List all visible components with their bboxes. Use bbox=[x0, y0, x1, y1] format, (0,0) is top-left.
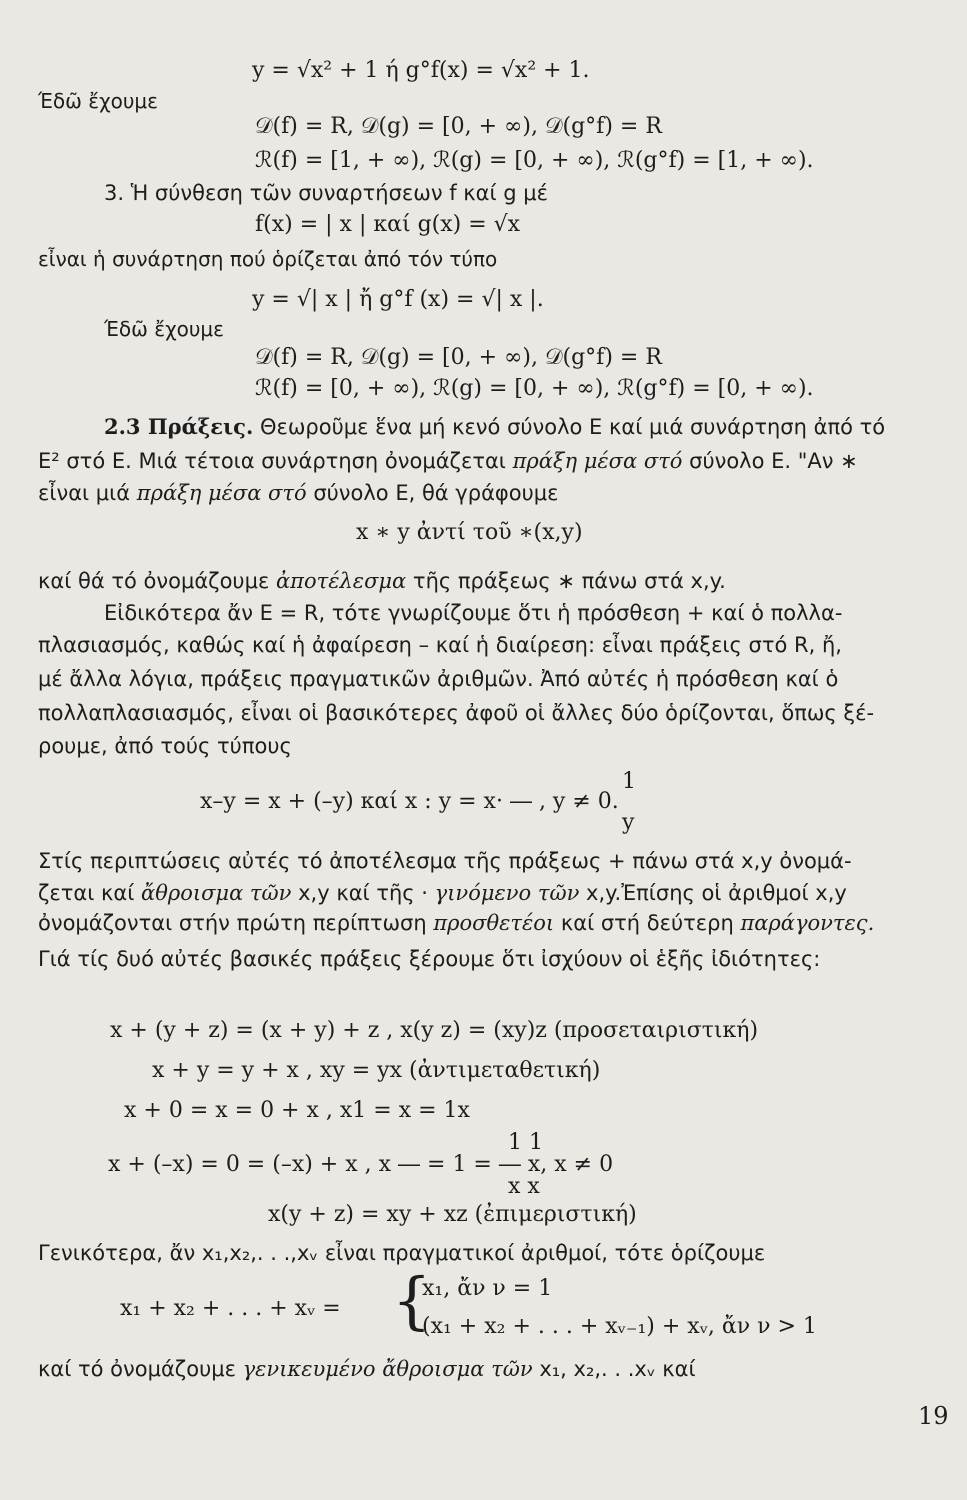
text-line-13-c: σύνολο Ε. "Αν ∗ bbox=[682, 449, 858, 473]
formula-line-11: ℛ(f) = [0, + ∞), ℛ(g) = [0, + ∞), ℛ(g°f) = [0, + ∞). bbox=[255, 376, 814, 401]
formula-line-4: ℛ(f) = [1, + ∞), ℛ(g) = [0, + ∞), ℛ(g°f) = [1, + ∞). bbox=[255, 148, 814, 173]
text-line-g3-a: καί τό ὀνομάζουμε bbox=[38, 1357, 243, 1381]
term-genikevmeno: γενικευμένο ἄθροισμα τῶν bbox=[242, 1357, 533, 1381]
text-line-7: εἶναι ἡ συνάρτηση πού ὁρίζεται ἀπό τόν τύπο bbox=[38, 247, 498, 271]
text-line-26: Γιά τίς δυό αὐτές βασικές πράξεις ξέρουμε ὅτι ἰσχύουν οἱ ἑξῆς ἰδιότητες: bbox=[38, 947, 821, 971]
formula-line-22: x–y = x + (–y) καί x : y = x· ― , y ≠ 0. bbox=[200, 789, 619, 814]
section-heading: 2.3 Πράξεις. bbox=[104, 414, 254, 439]
text-line-24-c: x,y καί τῆς · bbox=[291, 881, 435, 905]
formula-line-8: y = √| x | ἤ g°f (x) = √| x |. bbox=[252, 287, 544, 312]
formula-line-3: 𝒟(f) = R, 𝒟(g) = [0, + ∞), 𝒟(g°f) = R bbox=[255, 114, 662, 139]
formula-line-10: 𝒟(f) = R, 𝒟(g) = [0, + ∞), 𝒟(g°f) = R bbox=[255, 345, 662, 370]
term-apotelesma: ἀποτέλεσμα bbox=[275, 569, 407, 593]
text-line-18: πλασιασμός, καθώς καί ἡ ἀφαίρεση – καί ἡ διαίρεση: εἶναι πράξεις στό R, ἤ, bbox=[38, 633, 842, 657]
piecewise-case-1: x₁, ἄν ν = 1 bbox=[422, 1276, 553, 1301]
section-line-12 bbox=[104, 414, 885, 440]
text-line-21: ρουμε, ἀπό τούς τύπους bbox=[38, 734, 292, 758]
property-commutative: x + y = y + x , xy = yx (ἀντιμεταθετική) bbox=[152, 1058, 601, 1083]
text-line-g1: Γενικότερα, ἄν x₁,x₂,. . .,xᵥ εἶναι πραγματικοί ἀριθμοί, τότε ὁρίζουμε bbox=[38, 1241, 766, 1265]
text-line-14-c: σύνολο Ε, θά γράφουμε bbox=[306, 481, 559, 505]
formula-line-15: x ∗ y ἀντί τοῦ ∗(x,y) bbox=[356, 520, 583, 545]
text-line-19: μέ ἄλλα λόγια, πράξεις πραγματικῶν ἀριθμῶν. Ἀπό αὐτές ἡ πρόσθεση καί ὁ bbox=[38, 667, 839, 691]
term-athroisma: ἄθροισμα τῶν bbox=[141, 881, 292, 905]
page-number: 19 bbox=[918, 1402, 949, 1430]
text-line-25-a: ὀνομάζονται στήν πρώτη περίπτωση bbox=[38, 911, 434, 935]
fraction-numerator-1: 1 bbox=[622, 769, 636, 794]
piecewise-lhs: x₁ + x₂ + . . . + xᵥ = bbox=[120, 1296, 341, 1321]
formula-line-6: f(x) = | x | καί g(x) = √x bbox=[255, 212, 521, 237]
property-inverse-denominators: x x bbox=[508, 1174, 540, 1199]
text-line-5: 3. Ἡ σύνθεση τῶν συναρτήσεων f καί g μέ bbox=[104, 181, 549, 205]
text-line-25 bbox=[38, 910, 874, 936]
property-inverse-numerators: 1 1 bbox=[508, 1130, 543, 1155]
term-praxi-2: πράξη μέσα στό bbox=[136, 481, 307, 505]
property-identity: x + 0 = x = 0 + x , x1 = x = 1x bbox=[124, 1098, 470, 1123]
term-ginomeno: γινόμενο τῶν bbox=[434, 881, 580, 905]
term-prosthetoi: προσθετέοι bbox=[433, 911, 555, 935]
term-paragontes: παράγοντες. bbox=[740, 911, 875, 935]
text-line-13-a: Ε² στό Ε. Μιά τέτοια συνάρτηση ὀνομάζεται bbox=[38, 449, 513, 473]
section-line-12-text: Θεωροῦμε ἕνα μή κενό σύνολο Ε καί μιά συνάρτηση ἀπό τό bbox=[253, 415, 886, 439]
text-line-25-c: καί στή δεύτερη bbox=[554, 911, 741, 935]
text-line-23: Στίς περιπτώσεις αὐτές τό ἀποτέλεσμα τῆς πράξεως + πάνω στά x,y ὀνομά- bbox=[38, 849, 852, 873]
text-line-14-a: εἶναι μιά bbox=[38, 481, 137, 505]
property-associative: x + (y + z) = (x + y) + z , x(y z) = (xy)z (προσεταιριστική) bbox=[110, 1018, 759, 1043]
text-line-16 bbox=[38, 568, 726, 594]
text-line-16-c: τῆς πράξεως ∗ πάνω στά x,y. bbox=[406, 569, 726, 593]
text-line-20: πολλαπλασιασμός, εἶναι οἱ βασικότερες ἀφοῦ οἱ ἄλλες δύο ὁρίζονται, ὅπως ξέ- bbox=[38, 701, 875, 725]
text-line-24-a: ζεται καί bbox=[38, 881, 142, 905]
text-line-24-e: x,y.Ἐπίσης οἱ ἀριθμοί x,y bbox=[579, 881, 847, 905]
text-line-24 bbox=[38, 880, 847, 906]
property-distributive: x(y + z) = xy + xz (ἐπιμεριστική) bbox=[268, 1202, 637, 1227]
text-line-g3 bbox=[38, 1356, 696, 1382]
text-line-17: Εἰδικότερα ἄν Ε = R, τότε γνωρίζουμε ὅτι ἡ πρόσθεση + καί ὁ πολλα- bbox=[104, 601, 843, 625]
formula-line-1: y = √x² + 1 ή g°f(x) = √x² + 1. bbox=[252, 58, 590, 83]
left-brace: { bbox=[392, 1264, 432, 1337]
text-line-9: Έδῶ ἔχουμε bbox=[104, 317, 224, 341]
term-praxi-1: πράξη μέσα στό bbox=[512, 449, 683, 473]
text-line-13 bbox=[38, 448, 858, 474]
property-inverse: x + (–x) = 0 = (–x) + x , x ― = 1 = ― x, x ≠ 0 bbox=[108, 1152, 614, 1177]
fraction-denominator-1: y bbox=[622, 810, 635, 835]
text-line-16-a: καί θά τό ὀνομάζουμε bbox=[38, 569, 276, 593]
piecewise-case-2: (x₁ + x₂ + . . . + xᵥ₋₁) + xᵥ, ἄν ν > 1 bbox=[422, 1314, 817, 1339]
text-line-g3-c: x₁, x₂,. . .xᵥ καί bbox=[532, 1357, 696, 1381]
text-line-14 bbox=[38, 480, 558, 506]
text-line-2: Έδῶ ἔχουμε bbox=[38, 89, 158, 113]
